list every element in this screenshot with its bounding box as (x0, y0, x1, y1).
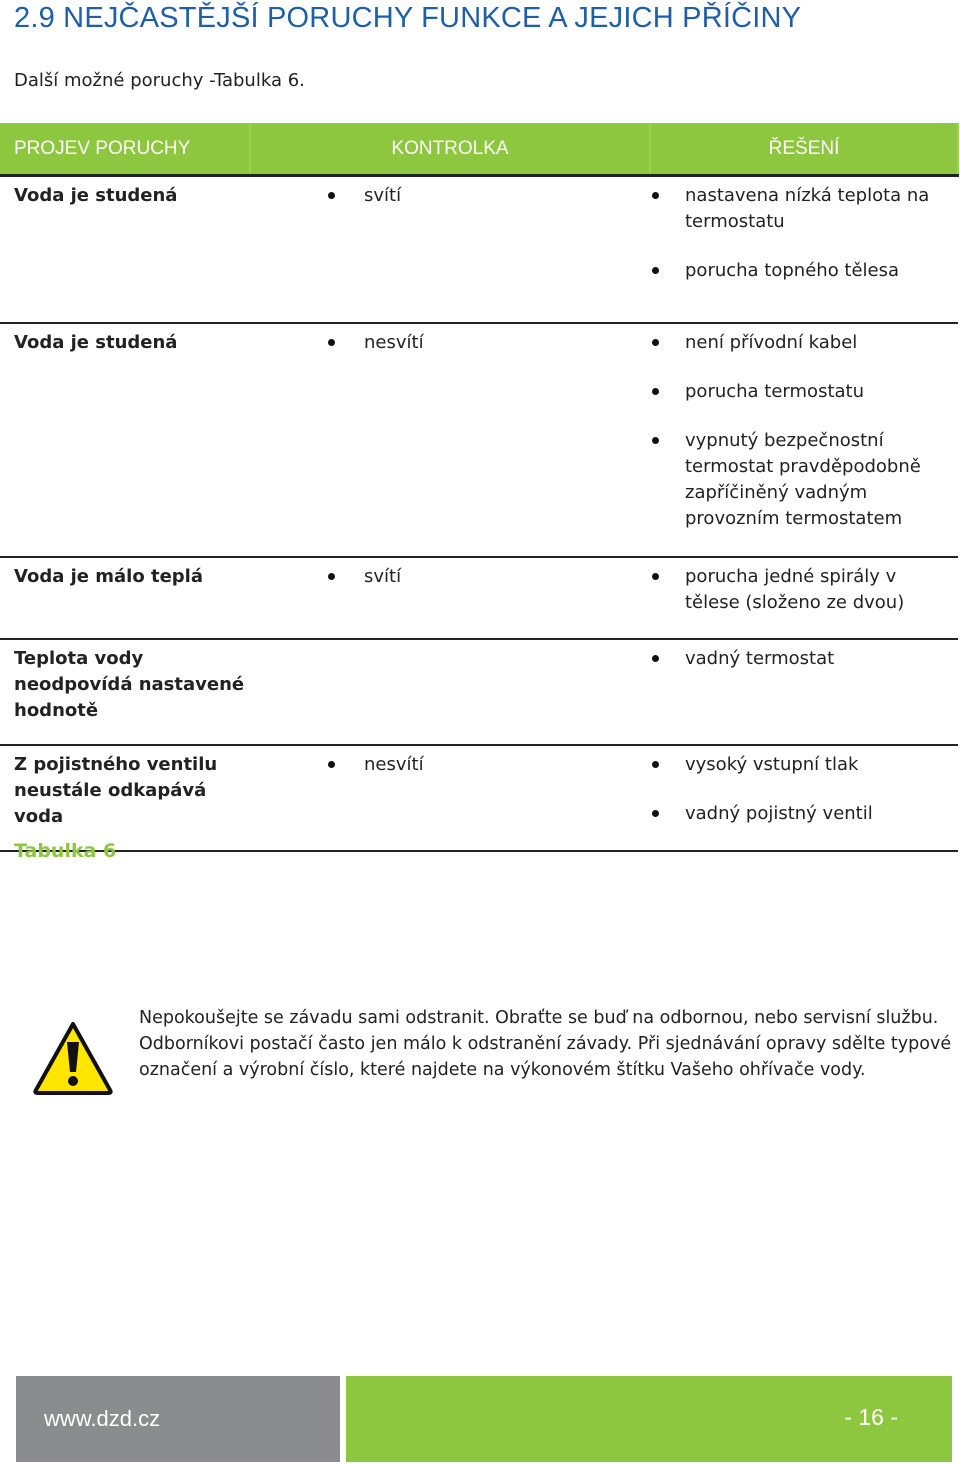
table-row (0, 177, 958, 324)
symptom-cell: Voda je málo teplá (14, 566, 203, 587)
symptom-cell: Z pojistného ventilu neustále odkapává voda (14, 754, 218, 827)
symptom-cell: Voda je studená (14, 185, 178, 206)
solution-cell (652, 558, 952, 615)
solution-item: nastavena nízká teplota na termostatu (652, 177, 952, 235)
page-number: - 16 - (844, 1404, 898, 1430)
footer-url[interactable]: www.dzd.cz (44, 1406, 161, 1431)
solution-item: není přívodní kabel (652, 324, 952, 356)
solution-item: vadný pojistný ventil (652, 795, 952, 827)
table-body (0, 177, 958, 852)
indicator-cell: svítí (328, 177, 401, 209)
warning-triangle-icon (32, 1020, 114, 1096)
table-row (0, 746, 958, 852)
header-symptom: PROJEV PORUCHY (0, 123, 250, 176)
solution-cell (652, 324, 952, 531)
table-row (0, 558, 958, 640)
header-solution: ŘEŠENÍ (650, 123, 958, 176)
footer-left-bar (16, 1376, 340, 1462)
solution-item: porucha topného tělesa (652, 252, 952, 284)
solution-cell (652, 746, 952, 826)
table-header-row (0, 123, 958, 176)
indicator-cell: nesvítí (328, 324, 424, 356)
solution-item: vysoký vstupní tlak (652, 746, 952, 778)
header-indicator: KONTROLKA (250, 123, 650, 176)
warning-text: Nepokoušejte se závadu sami odstranit. Obraťte se buď na odbornou, nebo servisní službu. Odborníkovi postačí často jen málo k odstranění závady. Při sjednávání opravy sdělte typové označení a výrobní číslo, které najdete na výkonovém štítku Vašeho ohřívače vody. (139, 1008, 952, 1080)
solution-item: porucha termostatu (652, 373, 952, 405)
footer-right-bar (346, 1376, 952, 1462)
symptom-cell: Teplota vody neodpovídá nastavené hodnotě (14, 648, 245, 721)
solution-cell (652, 177, 952, 283)
indicator-cell: nesvítí (328, 746, 424, 778)
intro-text: Další možné poruchy -Tabulka 6. (14, 70, 305, 91)
indicator-cell: svítí (328, 558, 401, 590)
solution-item: porucha jedné spirály v tělese (složeno ze dvou) (652, 558, 952, 616)
solution-item: vadný termostat (652, 640, 952, 672)
solution-item: vypnutý bezpečnostní termostat pravděpodobně zapříčiněný vadným provozním termostatem (652, 422, 952, 532)
fault-table (0, 123, 958, 852)
solution-cell (652, 640, 952, 671)
symptom-cell: Voda je studená (14, 332, 178, 353)
table-caption: Tabulka 6 (14, 840, 117, 862)
table-row (0, 324, 958, 558)
page-title: 2.9 NEJČASTĚJŠÍ PORUCHY FUNKCE A JEJICH PŘÍČINY (14, 2, 802, 34)
table-row (0, 640, 958, 746)
